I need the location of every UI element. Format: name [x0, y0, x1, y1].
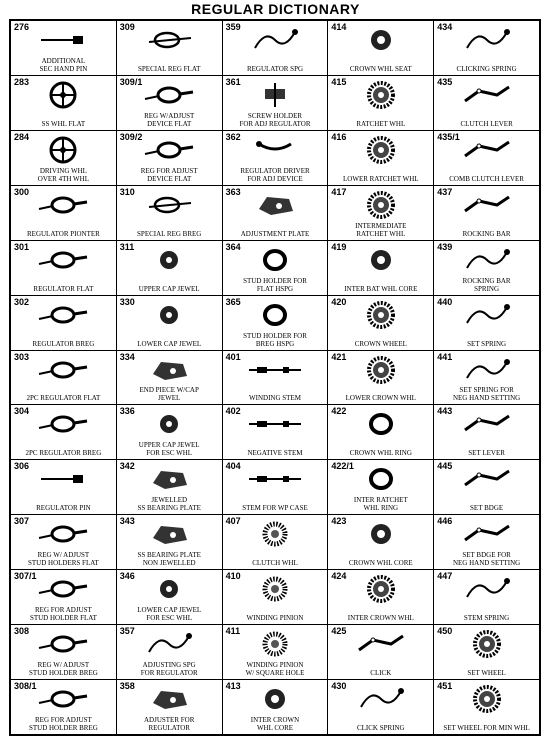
part-cell — [117, 680, 222, 734]
part-label: REGULATOR PIN — [36, 504, 91, 513]
part-label: SS WHL FLAT — [41, 119, 86, 128]
spring-icon — [434, 25, 539, 55]
regulator-icon — [11, 629, 116, 659]
part-label: CROWN WHL CORE — [348, 559, 413, 568]
part-cell — [117, 241, 222, 295]
part-label: CLICKING SPRING — [456, 64, 517, 73]
part-label: SET LEVER — [468, 449, 505, 458]
lever-icon — [434, 464, 539, 494]
part-label: STEM FOR WP CASE — [242, 504, 308, 513]
part-cell — [223, 186, 328, 240]
part-number: 363 — [225, 186, 241, 197]
part-label: SET WHEEL — [467, 669, 506, 678]
part-number: 300 — [14, 186, 30, 197]
part-cell — [328, 21, 433, 75]
spring-icon — [223, 25, 328, 55]
part-label: REGULATOR BREG — [32, 339, 95, 348]
stem-icon — [223, 355, 328, 385]
part-label: ROCKING BAR — [462, 229, 511, 238]
part-cell — [223, 241, 328, 295]
part-label: SET BDGE FOR NEG HAND SETTING — [452, 551, 521, 568]
part-cell — [328, 186, 433, 240]
part-cell — [223, 131, 328, 185]
spring-icon — [117, 629, 222, 659]
seat-icon — [328, 25, 433, 55]
part-number: 445 — [437, 461, 453, 472]
pinion-icon — [223, 519, 328, 549]
part-cell — [11, 186, 116, 240]
gear-icon — [328, 190, 433, 220]
part-cell — [223, 460, 328, 514]
part-number: 435/1 — [437, 131, 460, 142]
gear-icon — [328, 300, 433, 330]
gear-icon — [328, 574, 433, 604]
part-label: REGULATOR DRIVER FOR ADJ DEVICE — [240, 166, 310, 183]
lever-icon — [434, 80, 539, 110]
jewel-icon — [117, 574, 222, 604]
part-label: LOWER CAP JEWEL — [137, 339, 202, 348]
part-cell — [328, 680, 433, 734]
part-label: WINDING PINION — [246, 614, 304, 623]
stem-icon — [223, 464, 328, 494]
part-cell — [223, 570, 328, 624]
part-number: 423 — [331, 516, 347, 527]
part-number: 336 — [119, 406, 135, 417]
flat-regulator-icon — [117, 190, 222, 220]
part-number: 425 — [331, 626, 347, 637]
lever-icon — [328, 629, 433, 659]
pin-icon — [11, 25, 116, 55]
part-cell — [11, 241, 116, 295]
part-number: 306 — [14, 461, 30, 472]
driver-icon — [223, 135, 328, 165]
part-label: INTER CROWN WHL — [347, 614, 414, 623]
regulator-icon — [11, 574, 116, 604]
part-cell — [223, 405, 328, 459]
jewel-icon — [117, 245, 222, 275]
part-number: 422/1 — [331, 461, 354, 472]
part-label: REG W/ ADJUST STUD HOLDER BREG — [28, 661, 98, 678]
part-number: 346 — [119, 571, 135, 582]
part-cell — [328, 405, 433, 459]
part-cell — [328, 515, 433, 569]
part-number: 435 — [437, 76, 453, 87]
part-label: REG FOR ADJUST STUD HOLDER FLAT — [29, 606, 97, 623]
part-cell — [434, 76, 539, 130]
part-cell — [117, 21, 222, 75]
part-number: 308 — [14, 626, 30, 637]
part-number: 401 — [225, 351, 241, 362]
regulator-icon — [11, 245, 116, 275]
part-number: 414 — [331, 22, 347, 32]
part-number: 430 — [331, 681, 347, 692]
part-number: 446 — [437, 516, 453, 527]
part-number: 421 — [331, 351, 347, 362]
part-number: 284 — [14, 131, 30, 142]
part-label: INTER CROWN WHL CORE — [250, 715, 300, 732]
part-number: 302 — [14, 296, 30, 307]
part-label: SPECIAL REG BREG — [137, 229, 202, 238]
part-cell — [223, 351, 328, 405]
part-number: 404 — [225, 461, 241, 472]
part-number: 416 — [331, 131, 347, 142]
regulator-icon — [117, 135, 222, 165]
part-number: 307/1 — [14, 571, 37, 582]
part-label: 2PC REGULATOR FLAT — [26, 394, 101, 403]
part-number: 310 — [119, 186, 135, 197]
part-number: 364 — [225, 241, 241, 252]
part-label: INTER BAT WHL CORE — [344, 284, 418, 293]
part-number: 342 — [119, 461, 135, 472]
part-cell — [11, 625, 116, 679]
part-number: 276 — [14, 22, 30, 32]
part-cell — [11, 570, 116, 624]
jewel-icon — [117, 300, 222, 330]
part-number: 330 — [119, 296, 135, 307]
part-number: 424 — [331, 571, 347, 582]
part-label: REGULATOR SPG — [246, 64, 304, 73]
part-cell — [11, 131, 116, 185]
part-label: LOWER RATCHET WHL — [343, 174, 419, 183]
part-label: DRIVING WHL OVER 4TH WHL — [37, 166, 89, 183]
part-number: 311 — [119, 241, 135, 252]
part-number: 304 — [14, 406, 30, 417]
part-label: CROWN WHL SEAT — [349, 64, 412, 73]
part-number: 359 — [225, 22, 241, 32]
part-cell — [328, 460, 433, 514]
part-label: LOWER CROWN WHL — [345, 394, 416, 403]
part-number: 415 — [331, 76, 347, 87]
part-number: 283 — [14, 76, 30, 87]
part-label: UPPER CAP JEWEL FOR ESC WHL — [138, 441, 200, 458]
parts-grid — [9, 19, 541, 736]
page-title: REGULAR DICTIONARY — [191, 1, 360, 17]
part-number: 303 — [14, 351, 30, 362]
plate-icon — [223, 190, 328, 220]
gear-icon — [328, 80, 433, 110]
part-number: 309/1 — [119, 76, 143, 87]
part-cell — [11, 21, 116, 75]
part-number: 419 — [331, 241, 347, 252]
part-cell — [117, 296, 222, 350]
flat-regulator-icon — [117, 25, 222, 55]
regulator-icon — [11, 355, 116, 385]
part-cell — [117, 515, 222, 569]
part-cell — [434, 680, 539, 734]
part-label: CLICK — [370, 669, 392, 678]
part-number: 361 — [225, 76, 241, 87]
part-label: SET BDGE — [470, 504, 504, 513]
part-cell — [223, 625, 328, 679]
lever-icon — [434, 519, 539, 549]
spring-icon — [434, 355, 539, 385]
part-label: ADJUSTER FOR REGULATOR — [144, 715, 195, 732]
part-label: REG FOR ADJUST DEVICE FLAT — [140, 166, 198, 183]
part-label: SET SPRING FOR NEG HAND SETTING — [452, 386, 521, 403]
part-label: ADDITIONAL SEC HAND PIN — [39, 56, 88, 73]
part-label: SPECIAL REG FLAT — [138, 64, 201, 73]
part-number: 358 — [119, 681, 135, 692]
part-cell — [117, 460, 222, 514]
plate-icon — [117, 519, 222, 549]
holder-icon — [223, 80, 328, 110]
part-cell — [434, 405, 539, 459]
part-number: 451 — [437, 681, 453, 692]
part-label: INTER RATCHET WHL RING — [353, 496, 408, 513]
part-cell — [223, 680, 328, 734]
part-number: 413 — [225, 681, 241, 692]
part-label: STEM SPRING — [463, 614, 510, 623]
part-number: 308/1 — [14, 681, 37, 692]
part-number: 450 — [437, 626, 453, 637]
pinion-icon — [223, 629, 328, 659]
part-label: WINDING PINION W/ SQUARE HOLE — [245, 661, 305, 678]
part-cell — [434, 296, 539, 350]
part-cell — [434, 515, 539, 569]
part-cell — [11, 351, 116, 405]
part-number: 439 — [437, 241, 453, 252]
plate-icon — [117, 355, 222, 385]
part-cell — [223, 296, 328, 350]
part-cell — [117, 351, 222, 405]
part-cell — [223, 76, 328, 130]
part-number: 402 — [225, 406, 241, 417]
part-number: 309 — [119, 22, 135, 32]
seat-icon — [328, 519, 433, 549]
part-cell — [434, 186, 539, 240]
part-number: 447 — [437, 571, 453, 582]
part-label: REG W/ ADJUST STUD HOLDERS FLAT — [28, 551, 99, 568]
part-cell — [328, 241, 433, 295]
part-label: COMB CLUTCH LEVER — [449, 174, 524, 183]
part-number: 334 — [119, 351, 135, 362]
part-label: STUD HOLDER FOR FLAT HSPG — [243, 276, 307, 293]
part-label: INTERMEDIATE RATCHET WHL — [355, 221, 407, 238]
part-cell — [434, 21, 539, 75]
part-cell — [434, 131, 539, 185]
ring-icon — [223, 245, 328, 275]
gear-icon — [328, 355, 433, 385]
spring-icon — [328, 684, 433, 714]
part-number: 301 — [14, 241, 30, 252]
part-label: SCREW HOLDER FOR ADJ REGULATOR — [239, 111, 311, 128]
gear-icon — [328, 135, 433, 165]
part-cell — [117, 570, 222, 624]
plate-icon — [117, 684, 222, 714]
regulator-icon — [11, 684, 116, 714]
part-cell — [117, 405, 222, 459]
part-cell — [328, 296, 433, 350]
part-number: 443 — [437, 406, 453, 417]
part-label: LOWER CAP JEWEL FOR ESC WHL — [137, 606, 202, 623]
lever-icon — [434, 190, 539, 220]
part-cell — [434, 460, 539, 514]
gear-icon — [434, 629, 539, 659]
part-cell — [328, 131, 433, 185]
part-cell — [11, 680, 116, 734]
part-number: 357 — [119, 626, 135, 637]
gear-icon — [434, 684, 539, 714]
part-label: ADJUSTMENT PLATE — [240, 229, 310, 238]
part-label: REGULATOR PIONTER — [27, 229, 100, 238]
part-number: 307 — [14, 516, 30, 527]
part-number: 411 — [225, 626, 241, 637]
seat-icon — [328, 245, 433, 275]
part-label: SET WHEEL FOR MIN WHL — [443, 723, 530, 732]
part-number: 437 — [437, 186, 453, 197]
part-label: ROCKING BAR SPRING — [462, 276, 511, 293]
part-label: JEWELLED SS BEARING PLATE — [137, 496, 201, 513]
part-number: 309/2 — [119, 131, 143, 142]
part-cell — [11, 296, 116, 350]
regulator-icon — [11, 519, 116, 549]
jewel-icon — [117, 409, 222, 439]
part-number: 441 — [437, 351, 453, 362]
regulator-icon — [11, 300, 116, 330]
part-cell — [434, 570, 539, 624]
part-number: 343 — [119, 516, 135, 527]
part-cell — [328, 76, 433, 130]
plate-icon — [117, 464, 222, 494]
ring-icon — [328, 409, 433, 439]
part-label: RATCHET WHL — [356, 119, 406, 128]
part-label: ADJUSTING SPG FOR REGULATOR — [140, 661, 198, 678]
stem-icon — [223, 409, 328, 439]
seat-icon — [223, 684, 328, 714]
regulator-icon — [117, 80, 222, 110]
part-cell — [11, 405, 116, 459]
part-label: NEGATIVE STEM — [247, 449, 303, 458]
part-number: 420 — [331, 296, 347, 307]
part-cell — [434, 241, 539, 295]
part-cell — [11, 460, 116, 514]
part-cell — [11, 515, 116, 569]
part-cell — [223, 21, 328, 75]
part-cell — [117, 131, 222, 185]
lever-icon — [434, 135, 539, 165]
spring-icon — [434, 300, 539, 330]
part-label: SET SPRING — [467, 339, 507, 348]
regulator-icon — [11, 190, 116, 220]
part-label: SS BEARING PLATE NON JEWELLED — [137, 551, 201, 568]
part-cell — [11, 76, 116, 130]
part-cell — [117, 186, 222, 240]
part-label: CROWN WHEEL — [354, 339, 407, 348]
part-number: 417 — [331, 186, 347, 197]
part-label: UPPER CAP JEWEL — [138, 284, 200, 293]
part-label: CLUTCH WHL — [252, 559, 298, 568]
part-label: 2PC REGULATOR BREG — [25, 449, 102, 458]
pin-icon — [11, 464, 116, 494]
part-label: CROWN WHL RING — [349, 449, 412, 458]
spoked-wheel-icon — [11, 135, 116, 165]
part-number: 440 — [437, 296, 453, 307]
part-cell — [117, 76, 222, 130]
ring-icon — [328, 464, 433, 494]
part-label: CLUTCH LEVER — [460, 119, 513, 128]
pinion-icon — [223, 574, 328, 604]
part-cell — [117, 625, 222, 679]
part-cell — [434, 351, 539, 405]
lever-icon — [434, 409, 539, 439]
spring-icon — [434, 574, 539, 604]
part-number: 362 — [225, 131, 241, 142]
part-label: CLICK SPRING — [356, 723, 405, 732]
regulator-icon — [11, 409, 116, 439]
part-number: 434 — [437, 22, 453, 32]
part-cell — [328, 570, 433, 624]
part-number: 407 — [225, 516, 241, 527]
part-cell — [223, 515, 328, 569]
part-label: STUD HOLDER FOR BREG HSPG — [243, 331, 307, 348]
part-cell — [328, 351, 433, 405]
part-label: REG W/ADJUST DEVICE FLAT — [144, 111, 195, 128]
part-cell — [328, 625, 433, 679]
part-number: 422 — [331, 406, 347, 417]
part-label: END PIECE W/CAP JEWEL — [139, 386, 199, 403]
part-cell — [434, 625, 539, 679]
spoked-wheel-icon — [11, 80, 116, 110]
part-number: 410 — [225, 571, 241, 582]
ring-icon — [223, 300, 328, 330]
part-number: 365 — [225, 296, 241, 307]
part-label: REGULATOR FLAT — [33, 284, 94, 293]
part-label: WINDING STEM — [249, 394, 301, 403]
part-label: REG FOR ADJUST STUD HOLDER BREG — [28, 715, 98, 732]
spring-icon — [434, 245, 539, 275]
